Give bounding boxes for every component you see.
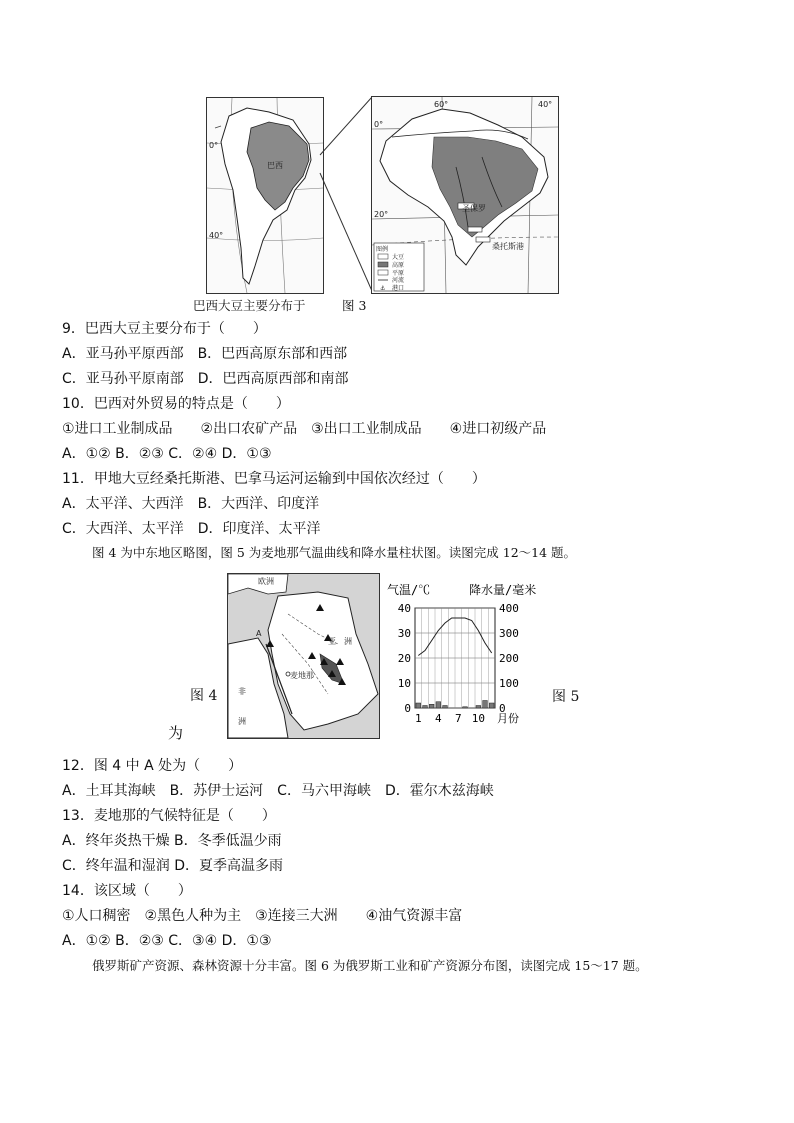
question-line: C．亚马孙平原南部 D．巴西高原西部和南部 (62, 371, 349, 387)
question-line: 12．图 4 中 A 处为（ ） (62, 758, 243, 774)
left-tick-label: 20 (397, 652, 411, 665)
question-line: C．大西洋、太平洋 D．印度洋、太平洋 (62, 521, 321, 537)
x-tick-label: 1 (415, 712, 422, 725)
x-tick-label: 4 (435, 712, 442, 725)
precip-bar (436, 702, 441, 708)
lon-label-40: 40° (538, 100, 553, 109)
figure3-left-map (206, 97, 324, 294)
left-tick-label: 10 (397, 677, 411, 690)
legend-item: 高原 (392, 262, 405, 269)
figure3-right-map (371, 96, 559, 294)
figure3-caption: 图 3 (342, 298, 367, 313)
precip-bar (429, 704, 434, 708)
santos-port-label: 桑托斯港 (492, 242, 524, 251)
legend-item: 港口 (392, 285, 405, 292)
precip-bar (423, 706, 428, 709)
question-line: A．太平洋、大西洋 B．大西洋、印度洋 (62, 496, 320, 512)
figure5-chart (385, 580, 545, 730)
left-tick-label: 0 (404, 702, 411, 715)
question-line: 13．麦地那的气候特征是（ ） (62, 808, 276, 824)
x-tick-label: 7 (455, 712, 462, 725)
question-line: 10．巴西对外贸易的特点是（ ） (62, 396, 290, 412)
x-axis-suffix: 月份 (497, 712, 519, 725)
medina-label: 麦地那 (290, 671, 314, 680)
question-line: 9．巴西大豆主要分布于（ ） (62, 321, 267, 337)
intro-text-2: 俄罗斯矿产资源、森林资源十分丰富。图 6 为俄罗斯工业和矿产资源分布图，读图完成 15～17 题。 (92, 958, 648, 973)
figure5-caption: 图 5 (552, 689, 580, 705)
precip-bar (416, 703, 421, 708)
question-line: A．土耳其海峡 B．苏伊士运河 C．马六甲海峡 D．霍尔木兹海峡 (62, 783, 494, 799)
africa-label-2: 洲 (238, 717, 246, 726)
figure3-left-caption: 巴西大豆主要分布于 (193, 298, 306, 313)
question-line: A．终年炎热干燥 B．冬季低温少雨 (62, 833, 282, 849)
question-line: A．①② B．②③ C．③④ D．①③ (62, 933, 272, 949)
lat-label-0: 0° (209, 141, 219, 150)
question-line: ①进口工业制成品 ②出口农矿产品 ③出口工业制成品 ④进口初级产品 (62, 421, 547, 437)
africa-label: 非 (238, 687, 246, 696)
lat-label-40: 40° (209, 231, 224, 240)
point-a-label: A (256, 629, 262, 638)
figure4-map (227, 573, 380, 739)
zoom-connector (318, 95, 378, 295)
question-line: ①人口稠密 ②黑色人种为主 ③连接三大洲 ④油气资源丰富 (62, 908, 463, 924)
lon-label-60: 60° (434, 100, 449, 109)
asia-label: 亚 洲 (328, 637, 352, 646)
legend-item: 平原 (392, 270, 405, 277)
precip-bar (443, 706, 448, 709)
legend-title: 图例 (376, 246, 389, 253)
question-line: 11．甲地大豆经桑托斯港、巴拿马运河运输到中国依次经过（ ） (62, 471, 486, 487)
legend-item: 河流 (392, 277, 405, 284)
left-axis-title: 气温/℃ (387, 583, 431, 597)
europe-label: 欧洲 (258, 577, 274, 586)
precip-bar (483, 701, 488, 709)
side-char: 为 (168, 724, 184, 742)
sao-paulo-label: 圣保罗 (462, 204, 486, 213)
question-line: 14．该区域（ ） (62, 883, 192, 899)
legend (374, 243, 424, 292)
precip-bar (476, 706, 481, 709)
precip-bar (489, 703, 494, 708)
left-tick-label: 30 (397, 627, 411, 640)
precip-bar (463, 707, 468, 708)
right-tick-label: 300 (499, 627, 519, 640)
right-tick-label: 100 (499, 677, 519, 690)
right-lat-20: 20° (374, 210, 389, 219)
left-tick-label: 40 (397, 602, 411, 615)
x-tick-label: 10 (471, 712, 485, 725)
figure4-caption: 图 4 (190, 688, 218, 704)
anchor-icon: ⚓ (380, 285, 386, 292)
intro-text-1: 图 4 为中东地区略图，图 5 为麦地那气温曲线和降水量柱状图。读图完成 12～14 题。 (92, 545, 577, 560)
question-line: A．亚马孙平原西部 B．巴西高原东部和西部 (62, 346, 348, 362)
question-line: A．①② B．②③ C．②④ D．①③ (62, 446, 272, 462)
right-lat-0: 0° (374, 120, 384, 129)
legend-item: 大豆 (392, 254, 405, 261)
right-axis-title: 降水量/毫米 (469, 583, 537, 597)
question-line: C．终年温和湿润 D．夏季高温多雨 (62, 858, 284, 874)
right-tick-label: 0 (499, 702, 506, 715)
right-tick-label: 200 (499, 652, 519, 665)
right-tick-label: 400 (499, 602, 519, 615)
brazil-label: 巴西 (267, 161, 283, 170)
